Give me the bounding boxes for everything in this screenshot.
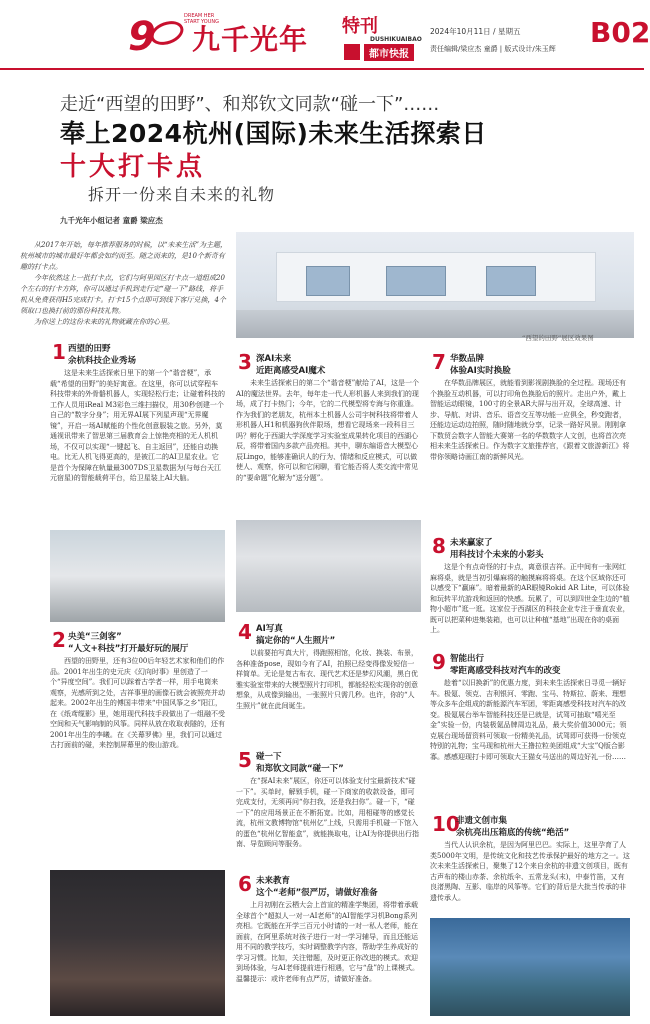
exhibit-screen-graphic [486,266,536,296]
page-title: 奉上2024杭州(国际)未来生活探索日 [60,119,487,148]
section-number: 4 [238,620,252,644]
section-number: 5 [238,748,252,772]
artwork-photo [50,870,225,1016]
section-subtitle: 用科技讨个未来的小彩头 [450,550,544,560]
heritage-craft-photo [430,918,630,1016]
section-number: 7 [432,350,446,374]
section-body: 当代人认识余杭，是因为阿里巴巴。实际上，这里孕育了人类5000年文明，是传统文化和技艺传承保护最好的地方之一。这次未来生活探索日，聚集了12个来自余杭的非遗文创项目，既有古声布的楼山赤茶、余杭纸伞、五常龙头(末)，中泰竹笛，又有良渚黑陶、互影、临岸的风筝等。它们的背后是大批当传承的非遗传承人。 [430,841,630,902]
section-body: 在“探AI未来”展区，你还可以体验支付宝最新技术“碰一下”。买单时，解锁手机，碰一下商家的收款设备，即可完成支付，无须再问“你扫我，还是我扫你”。碰一下，“碰一下”的应用场景正在不断拓宽。比如，用相碰等的感觉长流，杭州文教博物馆“杭州亿”上线，只需用手机碰一下馆入的蛋色“杭州亿智能盒”，就能换取电，让AI为你提供出行指南、导览顾问等服务。 [236,777,419,848]
byline: 九千光年小组记者 童爵 梁应杰 [60,216,163,225]
section-body: 趁着“以旧换新”的优惠力度，到未来生活探索日寻觅一辆好车。极氪、领克、吉利银河、零跑、宝马、特斯拉、蔚来、理想等众多车企组成的新能源汽车军团，零距离感受科技对汽车的改变。极氪展台举车智能科技还是已就是，试驾可抽取“嘻光至金”实验一份，内装极氪品牌周边礼品，最大奖价值3000元；领克展台现场留资料可领取一份精美礼品，试驾即可获得一份领克特别的礼物；宝马现和杭州大王撸拉粒美团组成“大宝”Q版合影寡。感感迎现打卡即可领取大王猫女马送出的周边好礼一份…… [430,679,627,761]
section-subtitle: 余杭科技企业秀场 [68,356,137,366]
intro-text [20,240,230,328]
section-subtitle: 近距离感受AI魔术 [256,366,326,376]
headline-kicker: 走近“西望的田野”、和郑钦文同款“碰一下”…… [60,94,440,115]
section-number: 2 [52,628,66,652]
section-body: 未来生活探索日的第二个“谐音梗”献给了AI，这是一个AI的魔法世界。去年，每年走一代人形机器人来到我们的现场，成了打卡热门；今年，它的二代模型将专海与你重逢。作为我们的老朋友，杭州本土机器人公司宇树科技将带着人形机器人H1和机器狗伙伴限场，想看它现场来一段科目三吗？孵化于西湖大学深度学习实验室成果转化项目的西湖心辰，将带着国内多款产品亮相。其中，聊东编语音大模型心辰Lingo，能够准确识人的行为、情绪和反应模式，可以做使人、观察，你可以和它闲聊，看它能否将人类交流中常见的“要命题”化解为“送分题”。 [236,379,419,482]
section-number: 3 [238,350,252,374]
hero-image [236,232,634,338]
section-subtitle: 余杭亮出压箱底的传统“绝活” [456,828,570,838]
page-number: B02 [590,16,650,49]
intro-paragraph: 从2017年开始，每年推荐服务的时候，以“未来生活”为主题，杭州城市的城市最好年都会如约而至。随之而来的，是10个新奇有趣的打卡点。 [20,241,227,271]
section-body: 以前要拍写真大片，得跑照相馆，化妆、换装、布景，各种准备pose，现如今有了AI，拍照已经变得像发短信一样简单。无论是复古布衣、现代艺术还是梦幻风潮，黑白优雅实验室带来的大模型照片打印机，都能轻松实现你的创意想象，从成像到输出，一张照片只需几秒。也许，你的“人生照片”就在此间诞生。 [236,649,418,710]
section-title: 华数品牌 [450,354,485,364]
exhibit-screen-graphic [386,266,446,296]
section-body: 在华数品牌展区，就能看到影视剧换脸的全过程。现场还有个换脸互动机器，可以打印角色换脸后的照片。走出户外，戴上智能运动眼镜，100寸的全景AR大屏与出开双，全球高速、计步、导航、对讲、音乐、语音交互等功能一应俱全，秒变跑者，还能边运动边拍照，随时随地就分享，记录一路好风景。刚刚拿下数贸会数字人智能大赛第一名的华数数字人文创，也将首次亮相未来生活探索日。作为数字文旅推荐官，《跟着文旅游新江》将带你领略诗画江南的新鲜风光。 [430,379,630,461]
hero-caption: “西望的田野”展区效果图 [522,334,594,342]
header-divider [0,68,644,70]
brand-logo-numeral: 9 [128,14,154,60]
section-number: 10 [432,812,460,836]
section-title: 深AI未来 [256,354,292,364]
section-title: AI写真 [256,624,283,634]
section-subtitle: 和郑钦文同款“碰一下” [256,764,344,774]
brand-logo-name: 九千光年 [192,23,309,56]
section-title: 未来赢家了 [450,538,493,548]
section-body: 西望的田野里，还有3位00后年轻艺术家和他们的作品。2001年出生的史元庆《幻向时事》里创造了一个“异度空间”。我们可以踩着古学者一样，用手电筒来观察，光感所到之处，吉祥事里的画像石就会被照亮并动起来。2002年出生的傅国丰带来“中国风筝之乡”阳江，在《纸鸢缆影》里，她用现代科技手段做出了一组融不受空间和天气影响制的风筝。同样从放在收取表隧的，还有2001年出生的李曦。在《关幕罗佛》里，我们可以通过古打面前的碰，来控制屏幕里的俊山游戏。 [50,657,225,749]
section-number: 9 [432,650,446,674]
paper-name-en: DUSHIKUAIBAO [370,36,422,43]
section-title: 碰一下 [256,752,282,762]
robot-photo [236,520,421,612]
section-body: 上月初刚在云栖大会上首宣的精准学集团，将带着承载全球首个“超拟人一对一AI老师”的AI智能学习机Bong系列亮相。它既能在开学三百元小时请的一对一私人老师，能在面前，在阿里系统对孩子进行一对一学习辅导，而且还能运用不同的教学技巧，实时调整教学内容，帮助学生养成好的学习习惯。比如，关注错题，及时更正你改进的模式。欢迎到场体验，与AI老师提前进行相遇，它与“盘”的上课模式。温馨提示：或许老师有点严厉，请做好准备。 [236,901,419,983]
section-title: 非遗文创市集 [456,816,508,826]
section-title: 央美“三剑客” [68,632,122,642]
exhibit-screen-graphic [306,266,350,296]
intro-paragraph: 今年依然这上一批打卡点，它们与阿里园区打卡点一道组成20个左右的打卡方阵，你可以通过手机到走行定“碰一下”路线，将手机从免费获得H5完成打卡。打卡15个点即可到线下客厅兑换，4个领取口也换打前的那份科技礼物。 [20,274,226,315]
drone-station-photo [50,530,225,622]
section-number: 1 [52,340,66,364]
section-subtitle: 这个“老师”很严厉，请做好准备 [256,888,378,898]
page-subtitle: 拆开一份来自未来的礼物 [88,185,276,204]
section-subtitle: 搞定你的“人生照片” [256,636,336,646]
paper-name-cn: 都市快报 [364,44,414,61]
paper-logo-icon [344,44,360,60]
dateline: 2024年10月11日 / 星期五 [430,27,521,36]
special-edition-label: 特刊 [342,16,378,37]
masthead [0,0,650,70]
section-subtitle: 零距离感受科技对汽车的改变 [450,666,561,676]
page-title-highlight: 十大打卡点 [60,152,206,182]
section-subtitle: “人文+科技”打开最好玩的展厅 [68,644,189,654]
intro-paragraph: 为你送上的这份未来的礼物就藏在你的心里。 [34,318,174,326]
section-number: 8 [432,534,446,558]
section-subtitle: 体验AI实时换脸 [450,366,511,376]
section-title: 西望的田野 [68,344,111,354]
editor-credits: 责任编辑/梁应杰 童爵 | 版式设计/朱玉辉 [430,45,556,53]
section-number: 6 [238,872,252,896]
section-body: 这是个有点奇怪的打卡点，离意很吉祥。正中间有一张网红麻将桌，就是当初引爆麻将的触摸麻将将桌。在这个区域你还可以感受下“赢麻”。暗着最新的AR眼镜Rokid AR Lite，可以体验和玩转平坑游戏和返回的快感。玩累了，可以到四世金生边的“植物小超市”逛一逛。这家位于西湖区的科技企业专注于垂直农业，既可以把菜种进集装箱，也可以让种植“基地”出现在你的桌面上。 [430,563,630,634]
section-title: 智能出行 [450,654,485,664]
section-body: 这是未来生活探索日里下的第一个“谐音梗”，承载“希望的田野”的美好寓意。在这里，你可以试穿程车科技带来的外骨骼机器人，实现轻松行走；让碰着科技的工作人员用iReal M3彩色三维扫描仪，用30秒创建一个自己的“数字分身”；用无界AI展下列星声现“无界魔镜”，开启一场AI赋能的个性化创意服装之旅。另外，莫通视讯带来了智思第三届教育会上惊艳亮相的无人机机场，不仅可以实现“一键起飞、自主返回”，还能自动换电。比无人机飞得更高的，是被江二的AI卫星农业。它是首个为保障在轨量最3007DS卫星数据为(与每台天江元宿星)的智能载荷平台，给卫星装上AI大脑。 [50,369,225,482]
brand-logo-tagline: DREAM HER START YOUNG [184,13,220,25]
section-title: 未来教育 [256,876,291,886]
